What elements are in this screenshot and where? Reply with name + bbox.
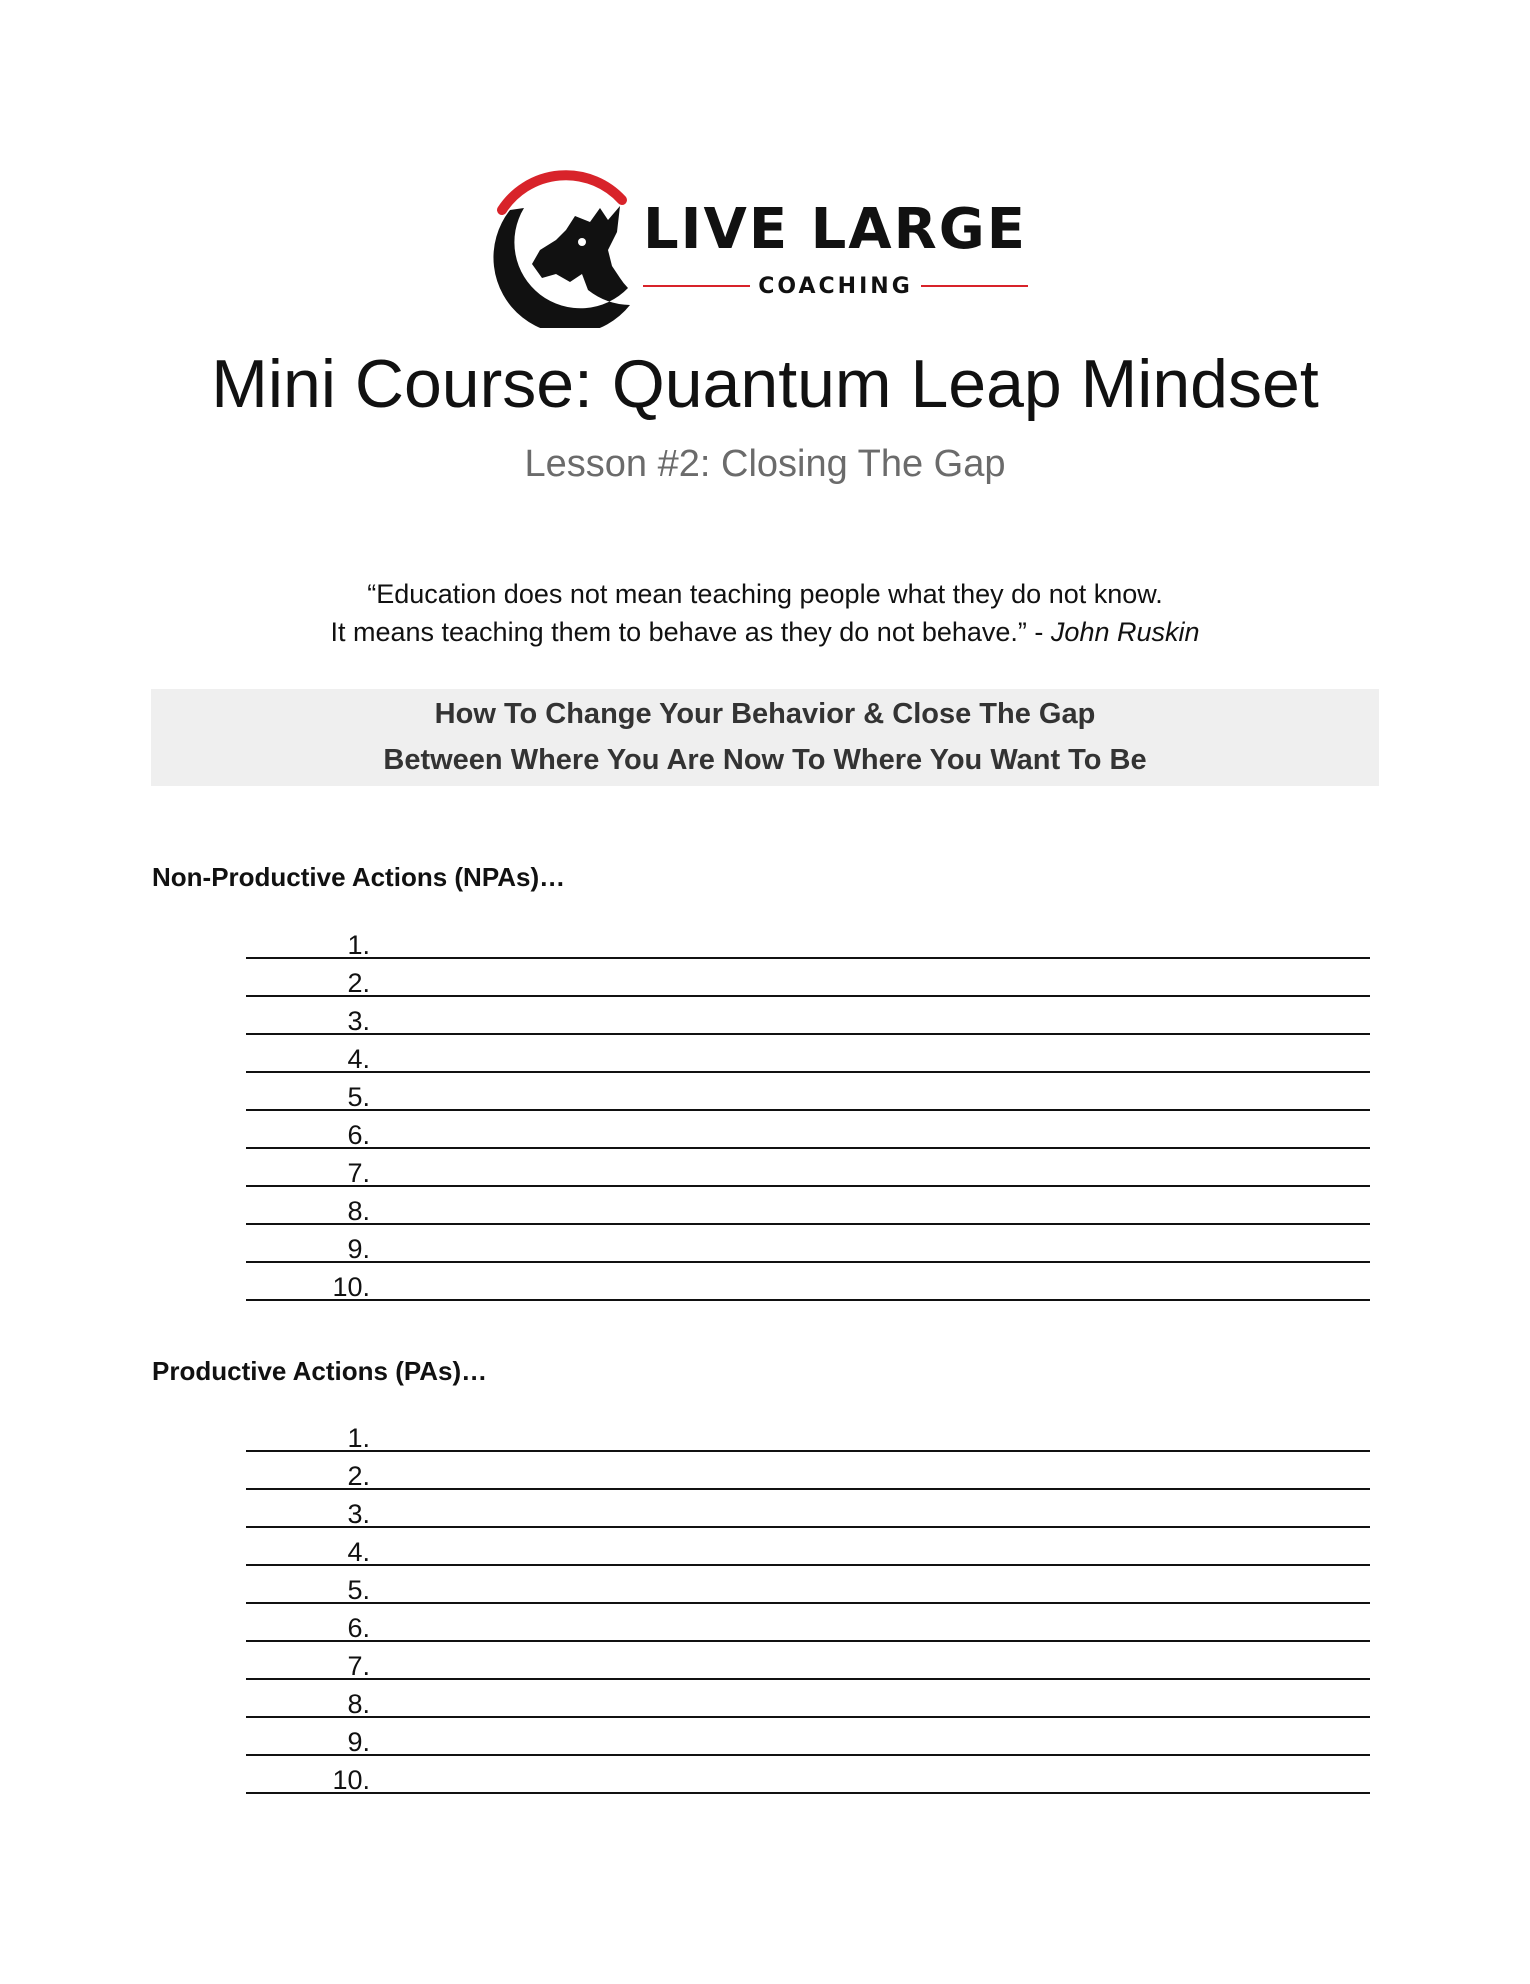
quote-line-2-text: It means teaching them to behave as they do not behave.” - [330,617,1051,647]
answer-line[interactable] [246,1071,1370,1073]
item-number: 6. [347,1120,370,1150]
pa-item [150,1459,1380,1497]
npa-item [150,1156,1380,1194]
answer-line[interactable] [246,1678,1370,1680]
banner-line-2: Between Where You Are Now To Where You Want To Be [383,744,1147,776]
answer-line[interactable] [246,1564,1370,1566]
item-number: 7. [347,1651,370,1681]
item-number: 8. [347,1196,370,1226]
lesson-subtitle: Lesson #2: Closing The Gap [524,443,1006,485]
item-number: 10. [332,1765,370,1795]
npa-item [150,1118,1380,1156]
npa-item [150,1270,1380,1308]
npa-item [150,1080,1380,1118]
quote-line-1: “Education does not mean teaching people what they do not know. [367,579,1163,609]
pa-item [150,1611,1380,1649]
logo-subtext: COACHING [758,273,913,299]
item-number: 8. [347,1689,370,1719]
answer-line[interactable] [246,1109,1370,1111]
npa-item [150,1194,1380,1232]
answer-line[interactable] [246,1223,1370,1225]
npa-item [150,1004,1380,1042]
answer-line[interactable] [246,1261,1370,1263]
item-number: 9. [347,1234,370,1264]
item-number: 2. [347,968,370,998]
pa-item [150,1421,1380,1459]
pa-list [150,1421,1380,1801]
answer-line[interactable] [246,1754,1370,1756]
npa-item [150,966,1380,1004]
npa-list [150,928,1380,1308]
quote-author: John Ruskin [1050,617,1200,647]
answer-line[interactable] [246,1526,1370,1528]
quote-line-2 [0,613,1530,651]
item-number: 3. [347,1006,370,1036]
answer-line[interactable] [246,1033,1370,1035]
item-number: 5. [347,1082,370,1112]
answer-line[interactable] [246,1488,1370,1490]
answer-line[interactable] [246,1147,1370,1149]
pa-item [150,1535,1380,1573]
item-number: 4. [347,1044,370,1074]
answer-line[interactable] [246,1602,1370,1604]
pa-item [150,1573,1380,1611]
logo-rule-right [921,285,1028,287]
live-large-logo [480,170,1040,328]
item-number: 1. [347,930,370,960]
pa-heading: Productive Actions (PAs)… [152,1356,488,1386]
npa-item [150,928,1380,966]
item-number: 7. [347,1158,370,1188]
pa-item [150,1687,1380,1725]
answer-line[interactable] [246,1792,1370,1794]
item-number: 5. [347,1575,370,1605]
logo-wordmark: LIVE LARGE [643,197,1027,262]
npa-heading: Non-Productive Actions (NPAs)… [152,862,566,892]
item-number: 4. [347,1537,370,1567]
item-number: 6. [347,1613,370,1643]
item-number: 9. [347,1727,370,1757]
logo-subline [643,271,1028,301]
banner-line-1: How To Change Your Behavior & Close The Gap [434,698,1096,730]
answer-line[interactable] [246,1185,1370,1187]
section-banner [151,689,1379,786]
answer-line[interactable] [246,957,1370,959]
answer-line[interactable] [246,1640,1370,1642]
quote-block [0,575,1530,651]
answer-line[interactable] [246,995,1370,997]
npa-item [150,1232,1380,1270]
answer-line[interactable] [246,1299,1370,1301]
pa-item [150,1649,1380,1687]
answer-line[interactable] [246,1716,1370,1718]
pa-item [150,1725,1380,1763]
logo-rule-left [643,285,750,287]
pa-item [150,1497,1380,1535]
item-number: 2. [347,1461,370,1491]
pa-item [150,1763,1380,1801]
item-number: 1. [347,1423,370,1453]
item-number: 3. [347,1499,370,1529]
answer-line[interactable] [246,1450,1370,1452]
page-title: Mini Course: Quantum Leap Mindset [211,346,1319,422]
item-number: 10. [332,1272,370,1302]
rhino-head-icon [480,170,638,328]
npa-item [150,1042,1380,1080]
